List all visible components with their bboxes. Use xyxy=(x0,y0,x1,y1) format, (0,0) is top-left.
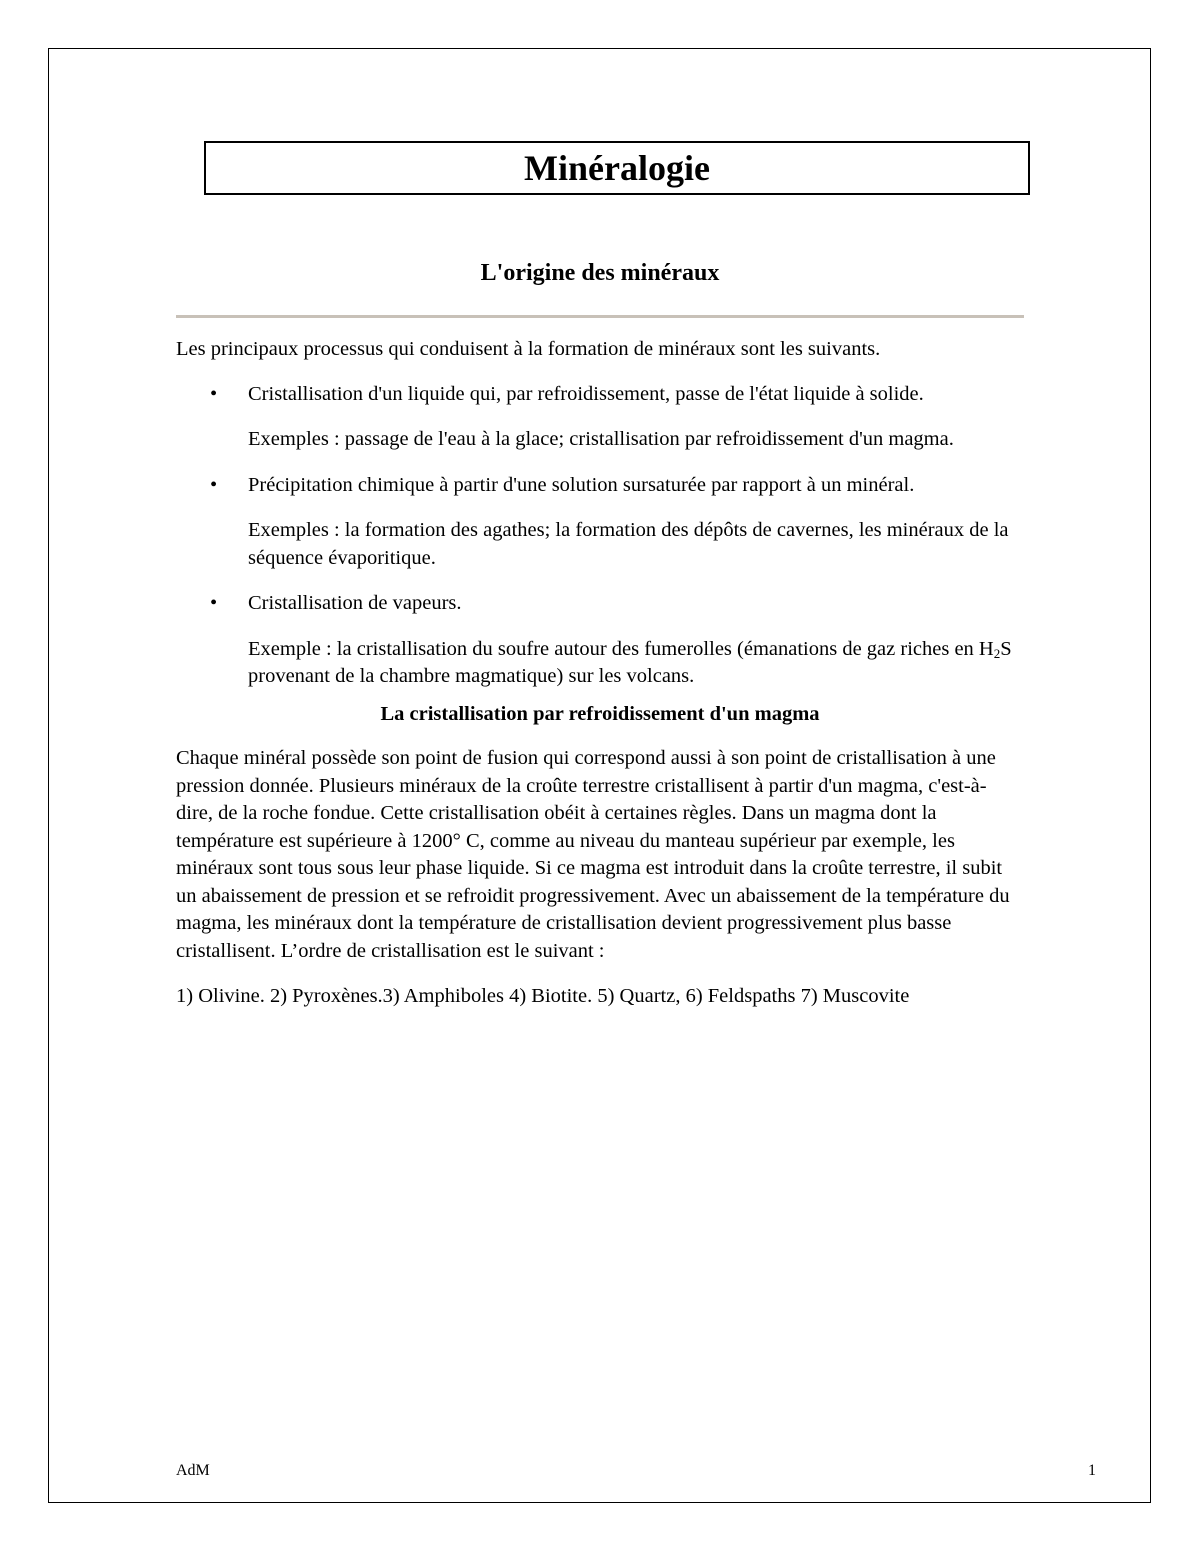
process-text: Cristallisation d'un liquide qui, par refroidissement, passe de l'état liquide à solide. xyxy=(248,382,924,405)
list-item xyxy=(176,590,1036,691)
process-example: Exemples : passage de l'eau à la glace; cristallisation par refroidissement d'un magma. xyxy=(248,428,954,450)
document-body xyxy=(176,336,1036,1011)
subscript-two: 2 xyxy=(993,645,1001,661)
process-text: Cristallisation de vapeurs. xyxy=(248,592,462,614)
page-number: 1 xyxy=(1088,1462,1096,1479)
title-box xyxy=(204,141,1030,195)
example-text-end: S provenant de la chambre magmatique) sur les volcans. xyxy=(248,637,1012,687)
bullet-icon: • xyxy=(210,473,218,496)
example-text-start: Exemple : la cristallisation du soufre autour des fumerolles (émanations de gaz riches en H xyxy=(248,637,994,660)
crystallization-order: 1) Olivine. 2) Pyroxènes.3) Amphiboles 4) Biotite. 5) Quartz, 6) Feldspaths 7) Muscovite xyxy=(176,985,910,1007)
process-example xyxy=(248,636,1036,691)
bullet-icon: • xyxy=(210,382,218,405)
body-paragraph: Chaque minéral possède son point de fusion qui correspond aussi à son point de cristallisation à une pression donnée. Plusieurs minéraux de la croûte terrestre cristallisent à partir d'un magma, c'est-à-dire, de la roche fondue. Cette cristallisation obéit à certaines règles. Dans un magma dont la température est supérieure à 1200° C, comme au niveau du manteau supérieur par exemple, les minéraux sont tous sous leur phase liquide. Si ce magma est introduit dans la croûte terrestre, il subit un abaissement de pression et se refroidit progressivement. Avec un abaissement de la température du magma, les minéraux dont la température de cristallisation devient progressivement plus basse cristallisent. L’ordre de cristallisation est le suivant : xyxy=(176,747,1010,962)
section-heading: La cristallisation par refroidissement d'un magma xyxy=(380,702,820,725)
list-item xyxy=(176,381,1036,454)
intro-paragraph: Les principaux processus qui conduisent à la formation de minéraux sont les suivants. xyxy=(176,338,881,360)
section-subtitle: L'origine des minéraux xyxy=(480,260,720,286)
list-item xyxy=(176,472,1036,573)
bullet-icon: • xyxy=(210,592,218,614)
process-list xyxy=(176,381,1036,691)
process-text: Précipitation chimique à partir d'une solution sursaturée par rapport à un minéral. xyxy=(248,473,915,496)
footer-author: AdM xyxy=(176,1462,210,1479)
page-title: Minéralogie xyxy=(524,148,710,188)
process-example: Exemples : la formation des agathes; la formation des dépôts de cavernes, les minéraux de la séquence évaporitique. xyxy=(248,519,1009,569)
horizontal-rule xyxy=(176,315,1024,318)
